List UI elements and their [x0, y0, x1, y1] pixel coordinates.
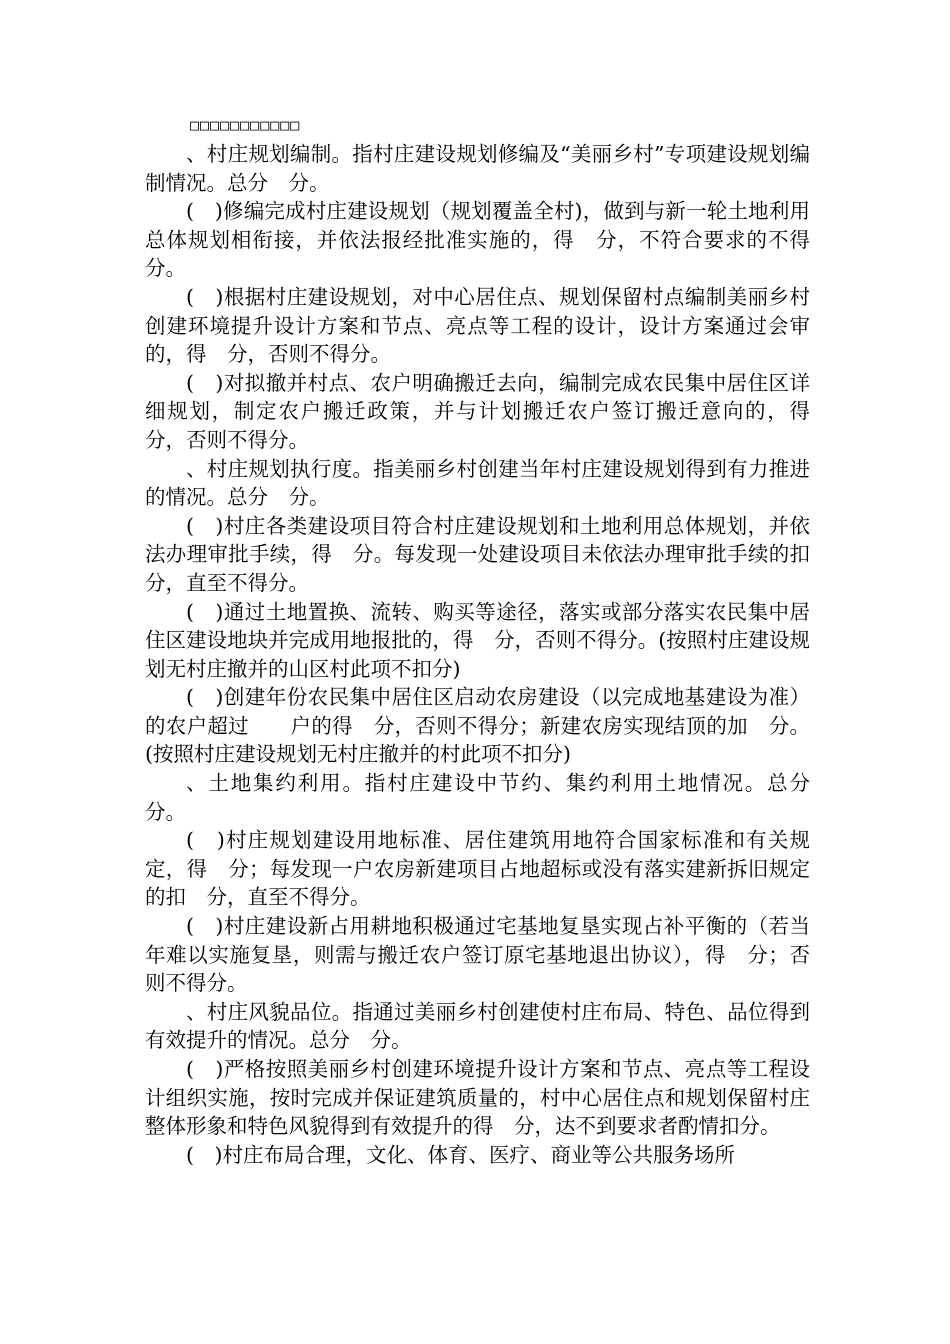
paragraph-1-1: ( )修编完成村庄建设规划（规划覆盖全村)，做到与新一轮土地利用总体规划相衔接，并依法报经批准实施的，得 分，不符合要求的不得分。	[145, 199, 810, 281]
paragraph-2-3: ( )创建年份农民集中居住区启动农房建设（以完成地基建设为准）的农户超过 户的得 分，否则不得分；新建农房实现结顶的加 分。(按照村庄建设规划无村庄撤并的村此项不扣分)	[145, 685, 810, 767]
paragraph-section-1-title: 、村庄规划编制。指村庄建设规划修编及“美丽乡村”专项建设规划编制情况。总分 分。	[145, 142, 810, 195]
paragraph-3-1: ( )村庄规划建设用地标准、居住建筑用地符合国家标准和有关规定，得 分；每发现一户农房新建项目占地超标或没有落实建新拆旧规定的扣 分，直至不得分。	[145, 828, 810, 910]
paragraph-1-2: ( )根据村庄建设规划，对中心居住点、规划保留村点编制美丽乡村创建环境提升设计方案和节点、亮点等工程的设计，设计方案通过会审的，得 分，否则不得分。	[145, 284, 810, 367]
paragraph-2-1: ( )村庄各类建设项目符合村庄建设规划和土地利用总体规划，并依法办理审批手续，得 分。每发现一处建设项目未依法办理审批手续的扣 分，直至不得分。	[145, 513, 851, 595]
paragraph-1-3: ( )对拟撤并村点、农户明确搬迁去向，编制完成农民集中居住区详细规划，制定农户搬迁政策，并与计划搬迁农户签订搬迁意向的，得 分，否则不得分。	[145, 370, 831, 452]
paragraph-4-2: ( )村庄布局合理，文化、体育、医疗、商业等公共服务场所	[186, 1142, 735, 1167]
paragraph-4-1: ( )严格按照美丽乡村创建环境提升设计方案和节点、亮点等工程设计组织实施，按时完成并保证建筑质量的，村中心居住点和规划保留村庄整体形象和特色风貌得到有效提升的得 分，达不到要求者酌情扣分。	[145, 1057, 810, 1139]
paragraph-section-2-title: 、村庄规划执行度。指美丽乡村创建当年村庄建设规划得到有力推进的情况。总分 分。	[145, 456, 810, 510]
garbled-header: □□□□□□□□□□□	[190, 116, 301, 134]
paragraph-3-2: ( )村庄建设新占用耕地积极通过宅基地复垦实现占补平衡的（若当年难以实施复垦，则需与搬迁农户签订原宅基地退出协议），得 分；否则不得分。	[145, 914, 810, 996]
paragraph-2-2: ( )通过土地置换、流转、购买等途径，落实或部分落实农民集中居住区建设地块并完成用地报批的，得 分，否则不得分。(按照村庄建设规划无村庄撤并的山区村此项不扣分)	[145, 599, 810, 681]
document-body	[145, 140, 851, 1169]
paragraph-section-4-title: 、村庄风貌品位。指通过美丽乡村创建使村庄布局、特色、品位得到有效提升的情况。总分 分。	[145, 999, 810, 1053]
paragraph-section-3-title: 、土地集约利用。指村庄建设中节约、集约利用土地情况。总分 分。	[145, 771, 831, 824]
